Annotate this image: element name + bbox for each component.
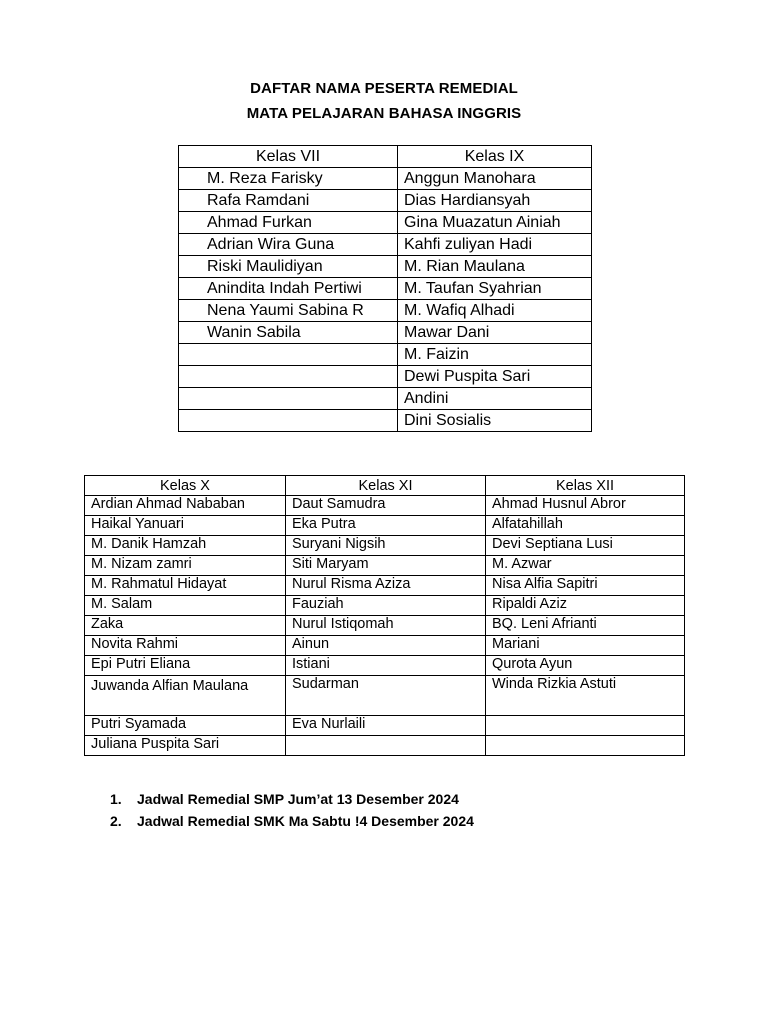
list-number: 2. [110, 813, 122, 829]
table-cell [286, 736, 486, 756]
table-cell: Nena Yaumi Sabina R [179, 300, 398, 322]
table-cell: Winda Rizkia Astuti [486, 676, 685, 716]
table-cell: Suryani Nigsih [286, 536, 486, 556]
schedule-note-smk: Jadwal Remedial SMK Ma Sabtu !4 Desember 2024 [137, 813, 474, 829]
table-row [179, 410, 592, 432]
table-row [85, 736, 685, 756]
table-row [85, 556, 685, 576]
table-cell: Anindita Indah Pertiwi [179, 278, 398, 300]
table-cell: Zaka [85, 616, 286, 636]
table-cell: M. Azwar [486, 556, 685, 576]
table-cell: Juliana Puspita Sari [85, 736, 286, 756]
table-row [85, 536, 685, 556]
table-row [85, 576, 685, 596]
remedial-table-smk [84, 475, 685, 756]
table-cell: Alfatahillah [486, 516, 685, 536]
table-cell: Mawar Dani [398, 322, 592, 344]
table-cell: M. Danik Hamzah [85, 536, 286, 556]
document-title-line-2: MATA PELAJARAN BAHASA INGGRIS [246, 105, 522, 122]
table-cell: Adrian Wira Guna [179, 234, 398, 256]
table-cell [179, 388, 398, 410]
table-cell: Fauziah [286, 596, 486, 616]
table-cell: Ardian Ahmad Nababan [85, 496, 286, 516]
table-cell [179, 410, 398, 432]
table-cell: Gina Muazatun Ainiah [398, 212, 592, 234]
table-row [179, 366, 592, 388]
table-cell: Juwanda Alfian Maulana [85, 676, 286, 716]
table-row [179, 278, 592, 300]
table-cell: Istiani [286, 656, 486, 676]
table-cell: Riski Maulidiyan [179, 256, 398, 278]
table-row [85, 716, 685, 736]
table-cell: Nurul Risma Aziza [286, 576, 486, 596]
remedial-table-smp [178, 145, 592, 432]
table-cell [179, 366, 398, 388]
table-cell: Qurota Ayun [486, 656, 685, 676]
table-cell: Nisa Alfia Sapitri [486, 576, 685, 596]
table-cell: M. Rahmatul Hidayat [85, 576, 286, 596]
table-cell: Siti Maryam [286, 556, 486, 576]
table-row [85, 676, 685, 716]
table-row [179, 234, 592, 256]
table-cell: Haikal Yanuari [85, 516, 286, 536]
table-cell: Ahmad Husnul Abror [486, 496, 685, 516]
table-cell [486, 716, 685, 736]
table-cell: Andini [398, 388, 592, 410]
table-cell: Rafa Ramdani [179, 190, 398, 212]
table-cell: Dias Hardiansyah [398, 190, 592, 212]
table-cell: Ainun [286, 636, 486, 656]
table-cell: Ahmad Furkan [179, 212, 398, 234]
table-row [179, 300, 592, 322]
column-header-kelas-x: Kelas X [85, 476, 286, 496]
table-cell: Anggun Manohara [398, 168, 592, 190]
schedule-note-smp: Jadwal Remedial SMP Jum’at 13 Desember 2024 [137, 791, 459, 807]
column-header-kelas-xi: Kelas XI [286, 476, 486, 496]
table-cell: Daut Samudra [286, 496, 486, 516]
table-cell: BQ. Leni Afrianti [486, 616, 685, 636]
table-cell: Mariani [486, 636, 685, 656]
table-cell: M. Rian Maulana [398, 256, 592, 278]
table-cell: M. Faizin [398, 344, 592, 366]
schedule-notes-list [110, 791, 474, 835]
list-item [110, 813, 474, 835]
table-cell: Putri Syamada [85, 716, 286, 736]
table-cell: M. Salam [85, 596, 286, 616]
table-header-row [179, 146, 592, 168]
document-title-line-1: DAFTAR NAMA PESERTA REMEDIAL [250, 80, 518, 97]
table-cell: Ripaldi Aziz [486, 596, 685, 616]
table-row [179, 168, 592, 190]
table-cell: Nurul Istiqomah [286, 616, 486, 636]
table-row [179, 256, 592, 278]
table-cell: Dewi Puspita Sari [398, 366, 592, 388]
table-cell: Dini Sosialis [398, 410, 592, 432]
table-row [179, 388, 592, 410]
list-number: 1. [110, 791, 122, 807]
table-cell: Wanin Sabila [179, 322, 398, 344]
column-header-kelas-xii: Kelas XII [486, 476, 685, 496]
table-cell: Eva Nurlaili [286, 716, 486, 736]
table-cell: Novita Rahmi [85, 636, 286, 656]
table-cell: Devi Septiana Lusi [486, 536, 685, 556]
table-row [85, 616, 685, 636]
table-row [85, 516, 685, 536]
table-row [179, 322, 592, 344]
table-cell: M. Taufan Syahrian [398, 278, 592, 300]
table-row [179, 344, 592, 366]
table-header-row [85, 476, 685, 496]
table-cell [179, 344, 398, 366]
table-cell: M. Reza Farisky [179, 168, 398, 190]
table-row [85, 496, 685, 516]
table-cell: Kahfi zuliyan Hadi [398, 234, 592, 256]
table-row [179, 190, 592, 212]
column-header-kelas-vii: Kelas VII [179, 146, 398, 168]
table-cell: Epi Putri Eliana [85, 656, 286, 676]
table-cell [486, 736, 685, 756]
table-cell: M. Nizam zamri [85, 556, 286, 576]
table-row [179, 212, 592, 234]
table-cell: M. Wafiq Alhadi [398, 300, 592, 322]
table-row [85, 656, 685, 676]
table-row [85, 636, 685, 656]
list-item [110, 791, 474, 813]
table-cell: Eka Putra [286, 516, 486, 536]
column-header-kelas-ix: Kelas IX [398, 146, 592, 168]
table-row [85, 596, 685, 616]
table-cell: Sudarman [286, 676, 486, 716]
